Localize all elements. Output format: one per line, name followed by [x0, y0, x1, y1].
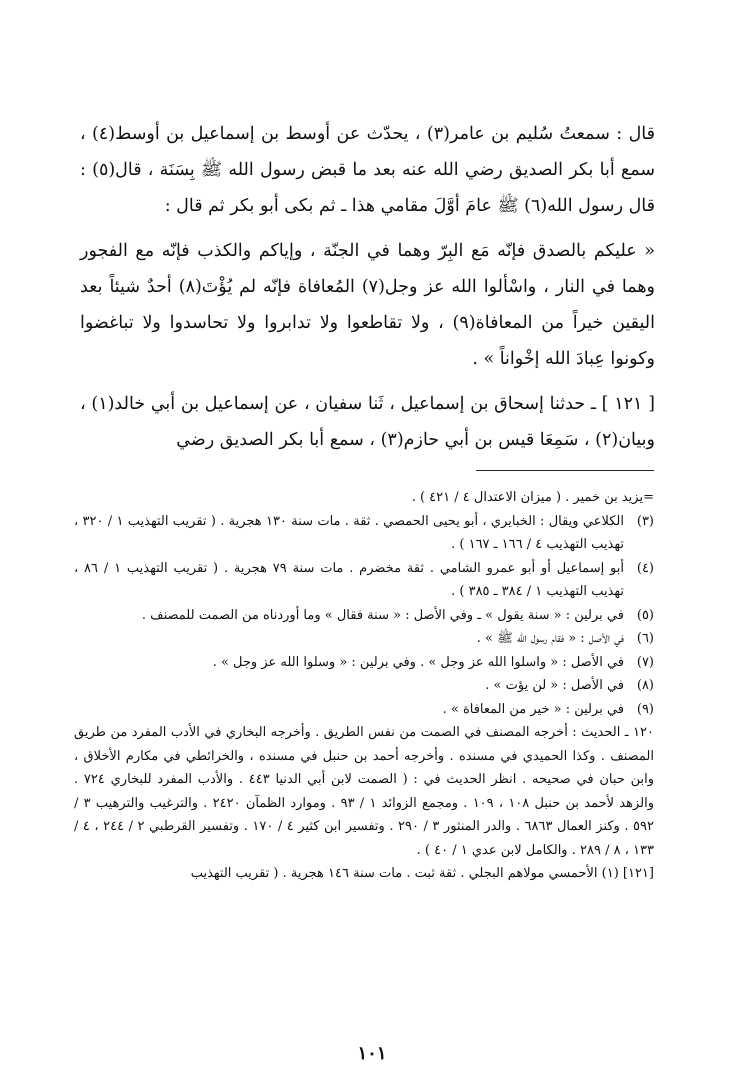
footnote-6	[74, 627, 654, 651]
footnote-text: أبو إسماعيل أو أبو عمرو الشامي . ثقة مخضرم . مات سنة ٧٩ هجرية . ( تقريب التهذيب ١ / ٨٦ ، تهذيب التهذيب ١ / ٣٨٤ ـ ٣٨٥ ) .	[74, 560, 624, 599]
footnote-continuation	[74, 486, 654, 510]
footnote-7	[74, 651, 654, 675]
footnote-number: (٨)	[636, 678, 654, 693]
footnote-text: في الأصل : « فقام رسول الله ﷺ » .	[476, 631, 624, 646]
page-number: ١٠١	[357, 1043, 387, 1064]
footnote-3	[74, 510, 654, 557]
footnote-number: (٧)	[636, 654, 654, 670]
footnote-number: =	[643, 490, 654, 505]
footnotes	[74, 486, 654, 886]
main-text	[80, 116, 655, 458]
takhrij-note: ١٢٠ ـ الحديث : أخرجه المصنف في الصمت من نفس الطريق . وأخرجه البخاري في الأدب المفرد من طريق المصنف . وكذا الحميدي في مسنده . وأخرجه أحمد بن حنبل في مسنده ، والخرائطي في مكارم الأخلاق ، وابن حبان في صحيحه . انظر الحديث في : ( الصمت لابن أبي الدنيا ٤٤٣ . والأدب المفرد للبخاري ٧٢٤ . والزهد لأحمد بن حنبل ١٠٨ ، ١٠٩ . ومجمع الزوائد ١ / ٩٣ . وموارد الظمآن ٢٤٢٠ . والترغيب والترهيب ٣ / ٥٩٢ . وكنز العمال ٦٨٦٣ . والدر المنثور ٣ / ٢٩٠ . وتفسير ابن كثير ٤ / ١٧٠ . وتفسير القرطبي ٢ / ٢٤٤ ، ٤ / ١٣٣ ، ٨ / ٢٨٩ . والكامل لابن عدي ١ / ٤٠ ) .	[74, 725, 654, 858]
footnote-text: الكلاعي ويقال : الخبايري ، أبو يحيى الحمصي . ثقة . مات سنة ١٣٠ هجرية . ( تقريب التهذيب ١ / ٣٢٠ ، تهذيب التهذيب ٤ / ١٦٦ ـ ١٦٧ ) .	[74, 513, 624, 552]
footnote-number: (٥)	[636, 607, 654, 623]
footnote-text: يزيد بن خمير . ( ميزان الاعتدال ٤ / ٤٢١ ) .	[411, 490, 644, 505]
footnote-4	[74, 557, 654, 604]
footnote-5	[74, 604, 654, 628]
footnote-number: (٤)	[636, 560, 654, 576]
footnote-8	[74, 674, 654, 698]
footnote-text: في برلين : « خير من المعافاة » .	[442, 701, 624, 717]
footnote-separator	[476, 470, 654, 471]
footnote-text: في برلين : « سنة يقول » ـ وفي الأصل : « سنة فقال » وما أوردناه من الصمت للمصنف .	[141, 607, 624, 623]
footnote-9	[74, 698, 654, 722]
footnote-number: (٣)	[636, 513, 654, 529]
body-paragraph-1: قال : سمعتُ سُليم بن عامر(٣) ، يحدّث عن أوسط بن إسماعيل بن أوسط(٤) ، سمع أبا بكر الصديق رضي الله عنه بعد ما قبض رسول الله ﷺ بِسَنَة ، قال(٥) : قال رسول الله(٦) ﷺ عامَ أوَّلَ مقامي هذا ـ ثم بكى أبو بكر ثم قال :	[80, 124, 655, 216]
body-paragraph-2: « عليكم بالصدق فإنّه مَع البِرّ وهما في الجنّة ، وإياكم والكذب فإنّه مع الفجور وهما في النار ، واسْألوا الله عز وجل(٧) المُعافاة فإنّه لم يُؤْتَ(٨) أحدٌ شيئاً بعد اليقين خيراً من المعافاة(٩) ، ولا تقاطعوا ولا تدابروا ولا تحاسدوا ولا تباغضوا وكونوا عِبادَ الله إخْواناً » .	[80, 241, 655, 369]
footnote-number: (٩)	[636, 701, 654, 717]
footnote-number: (٦)	[636, 631, 654, 646]
narrator-note: [١٢١] (١) الأحمسي مولاهم البجلي . ثقة ثبت . مات سنة ١٤٦ هجرية . ( تقريب التهذيب	[190, 866, 654, 881]
footnote-text: في الأصل : « واسلوا الله عز وجل » . وفي برلين : « وسلوا الله عز وجل » .	[212, 654, 624, 670]
body-paragraph-3: [ ١٢١ ] ـ حدثنا إسحاق بن إسماعيل ، ثَنا سفيان ، عن إسماعيل بن أبي خالد(١) ، وبيان(٢) ، سَمِعَا قيس بن أبي حازم(٣) ، سمع أبا بكر الصديق رضي	[80, 394, 655, 450]
footnote-text: في الأصل : « لن يؤت » .	[485, 678, 624, 693]
